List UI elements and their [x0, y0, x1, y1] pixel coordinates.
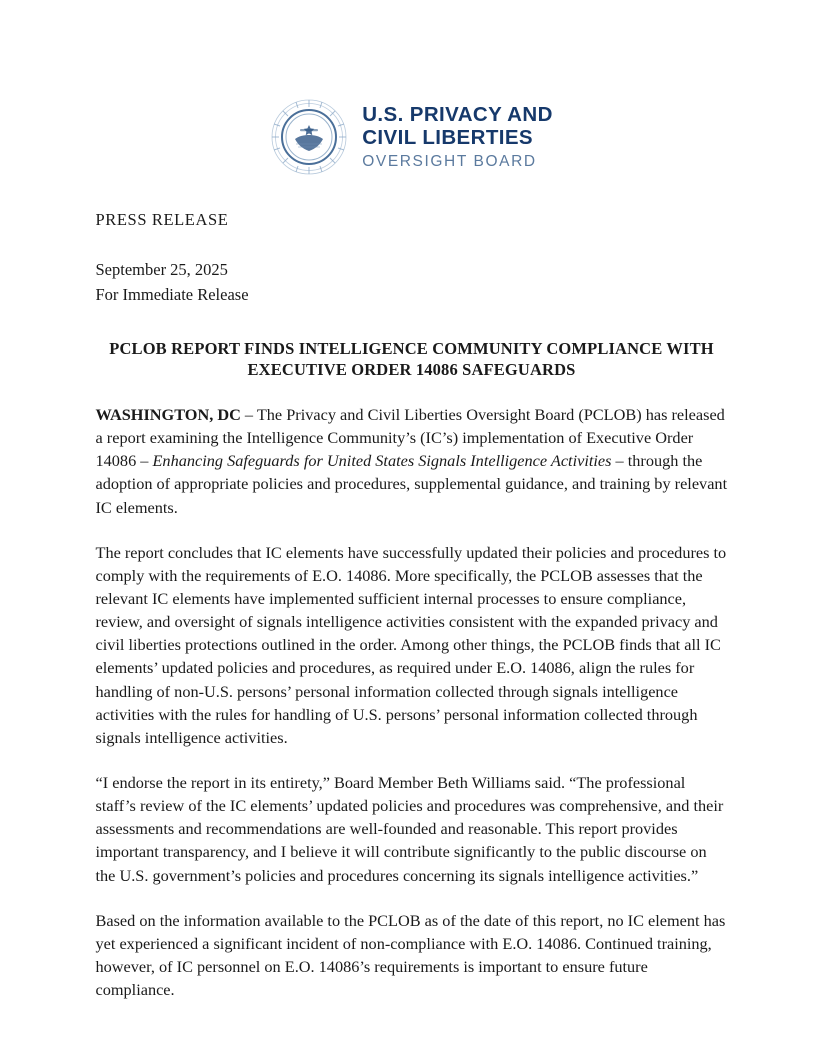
release-note: For Immediate Release — [95, 284, 249, 304]
logo-wordmark — [362, 102, 553, 170]
paragraph-4: Based on the information available to the PCLOB as of the date of this report, no IC element has yet experienced a significant incident of non-compliance with E.O. 14086. Continued training, however, of IC personnel on E.O. 14086’s requirements is important to ensure future compliance. — [95, 910, 726, 1000]
paragraph-3: “I endorse the report in its entirety,” Board Member Beth Williams said. “The professional staff’s review of the IC elements’ updated policies and procedures was comprehensive, and their assessments and recommendations are well-founded and reasonable. This report provides important transparency, and I believe it will contribute significantly to the public discourse on the U.S. government’s policies and procedures concerning its signals intelligence activities.” — [95, 773, 724, 885]
headline-line-2: EXECUTIVE ORDER 14086 SAFEGUARDS — [247, 360, 576, 380]
logo-line-2: CIVIL LIBERTIES — [362, 126, 533, 150]
dateline: WASHINGTON, DC — [95, 405, 241, 425]
paragraph-2: The report concludes that IC elements have successfully updated their policies and procedures to comply with the requirements of E.O. 14086. More specifically, the PCLOB assesses that the relevant IC elements have implemented sufficient internal processes to ensure compliance, review, and oversight of signals intelligence activities consistent with the expanded privacy and civil liberties protections outlined in the order. Among other things, the PCLOB finds that all IC elements’ updated policies and procedures, as required under E.O. 14086, align the rules for handling of non-U.S. persons’ personal information collected through signals intelligence activities with the rules for handling of U.S. persons’ personal information collected through signals intelligence activities. — [95, 542, 727, 747]
organization-logo — [0, 98, 823, 176]
page-title — [96, 338, 728, 382]
paragraph-1 — [96, 403, 728, 519]
pclob-seal-icon — [270, 98, 348, 176]
logo-line-3: OVERSIGHT BOARD — [362, 152, 537, 170]
headline-line-1: PCLOB REPORT FINDS INTELLIGENCE COMMUNITY COMPLIANCE WITH — [109, 338, 714, 358]
release-date: September 25, 2025 — [95, 260, 228, 279]
executive-order-title: Enhancing Safeguards for United States Signals Intelligence Activities — [152, 451, 612, 471]
paragraph-1-part-2: – through the adoption of appropriate policies and procedures, supplemental guidance, and training by relevant IC elements. — [95, 451, 728, 517]
logo-line-1: U.S. PRIVACY AND — [362, 102, 553, 126]
press-release-label: PRESS RELEASE — [95, 210, 229, 229]
document-body — [96, 176, 728, 1001]
paragraph-1-part-1: – The Privacy and Civil Liberties Oversight Board (PCLOB) has released a report examining the Intelligence Community’s (IC’s) implementation of Executive Order 14086 – — [95, 405, 725, 471]
